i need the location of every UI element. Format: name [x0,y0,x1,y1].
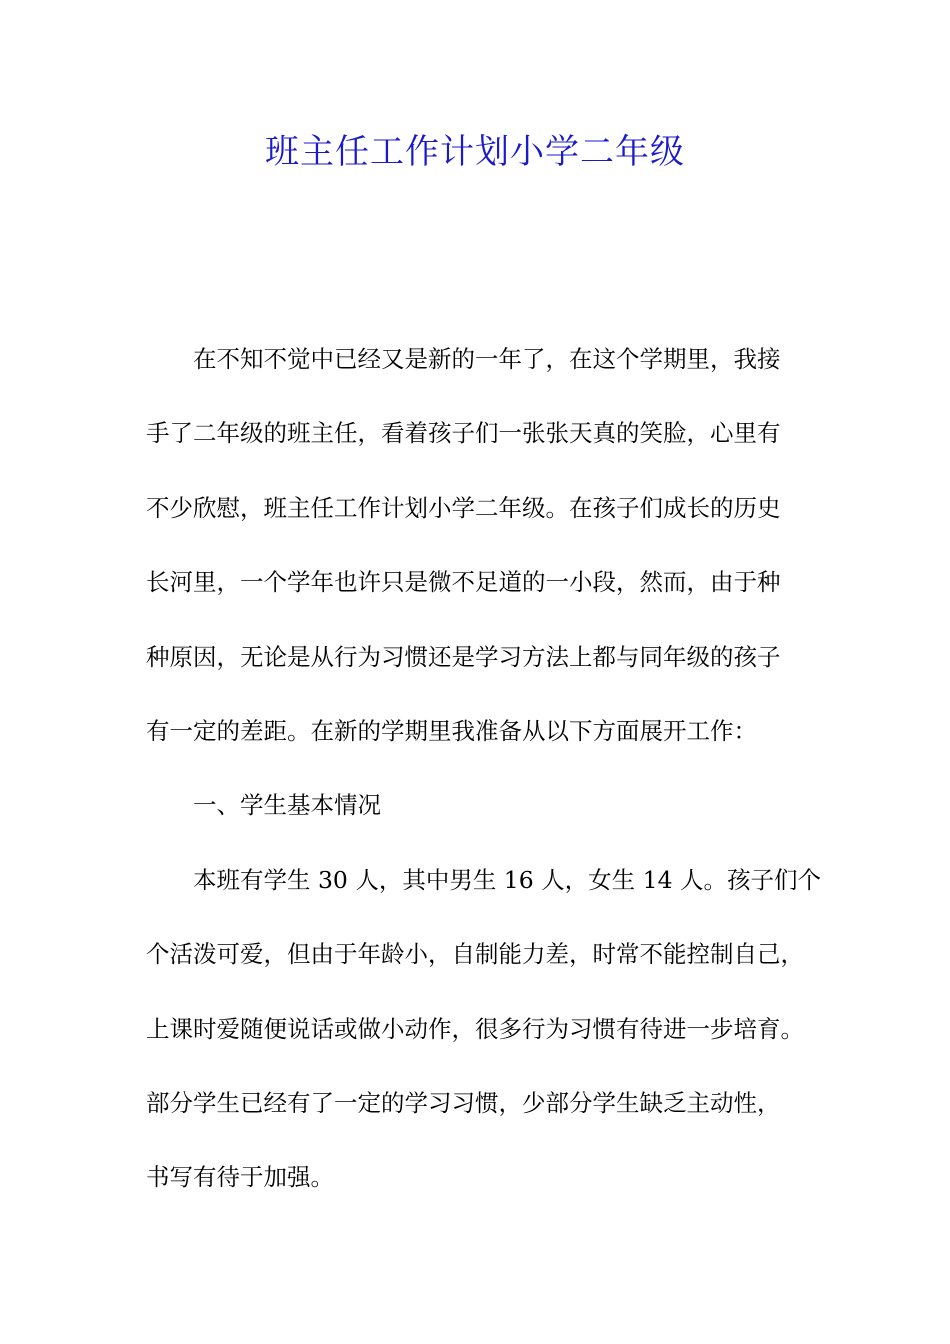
paragraph-line: 书写有待于加强。 [146,1163,334,1192]
document-title: 班主任工作计划小学二年级 [265,132,685,172]
paragraph-line: 上课时爱随便说话或做小动作，很多行为习惯有待进一步培育。 [146,1014,804,1043]
paragraph-line: 长河里，一个学年也许只是微不足道的一小段，然而，由于种 [146,568,781,597]
paragraph-line: 本班有学生 30 人，其中男生 16 人，女生 14 人。孩子们个 [193,865,822,894]
paragraph-line: 在不知不觉中已经又是新的一年了，在这个学期里，我接 [193,345,781,373]
paragraph-line: 种原因，无论是从行为习惯还是学习方法上都与同年级的孩子 [146,642,781,671]
paragraph-line: 部分学生已经有了一定的学习习惯，少部分学生缺乏主动性， [146,1088,781,1117]
document-body [146,337,822,1230]
paragraph-line: 不少欣慰，班主任工作计划小学二年级。在孩子们成长的历史 [146,493,781,522]
section-heading: 一、学生基本情况 [193,791,381,820]
paragraph-line: 有一定的差距。在新的学期里我准备从以下方面展开工作： [146,716,757,745]
paragraph-line: 手了二年级的班主任，看着孩子们一张张天真的笑脸，心里有 [146,419,781,448]
paragraph-line: 个活泼可爱，但由于年龄小，自制能力差，时常不能控制自己， [146,940,804,969]
